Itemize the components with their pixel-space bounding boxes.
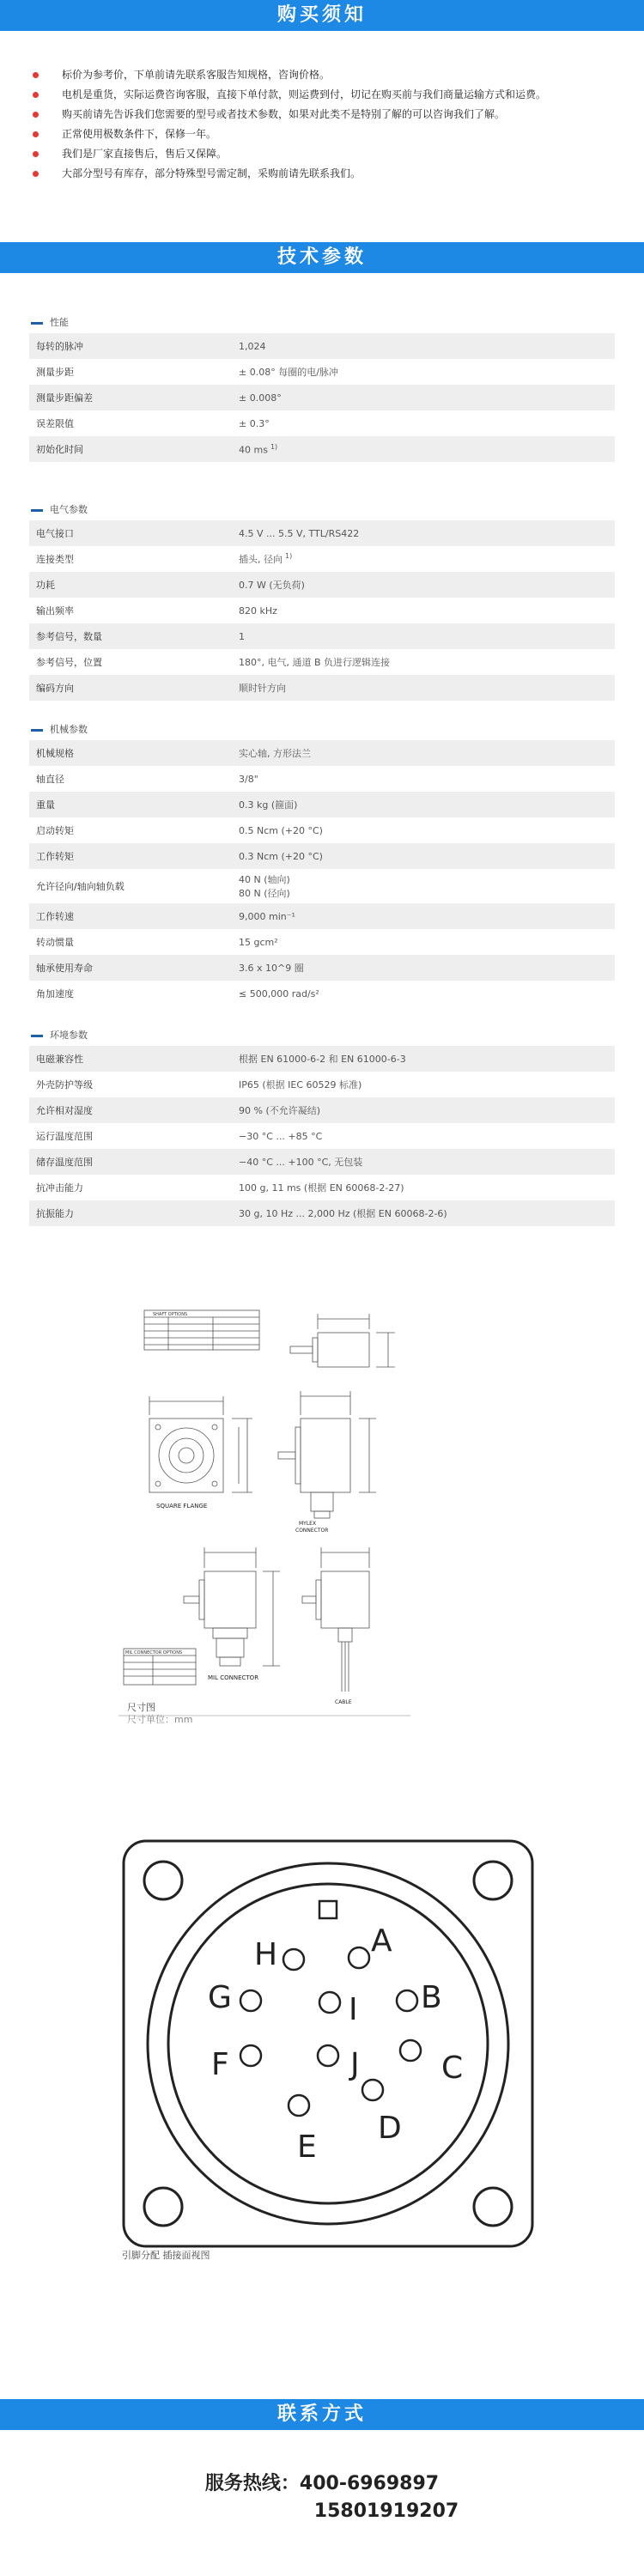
- spec-value-text: 30 g, 10 Hz ... 2,000 Hz (根据 EN 60068-2-6): [239, 1208, 447, 1219]
- spec-value: [239, 341, 615, 352]
- spec-value: [239, 937, 615, 948]
- pin-label-i: I: [349, 1992, 358, 2027]
- spec-key: 每转的脉冲: [36, 341, 83, 352]
- notice-item: [33, 65, 634, 85]
- section-marker-icon: [31, 322, 43, 325]
- spec-value: [239, 1131, 615, 1142]
- pin-label-h: H: [254, 1937, 278, 1972]
- spec-value-text: 3/8": [239, 773, 258, 785]
- bullet-dot-icon: [33, 131, 39, 137]
- spec-value-text: 0.7 W (无负荷): [239, 580, 305, 591]
- spec-value-text: 3.6 x 10^9 圈: [239, 963, 304, 974]
- spec-row: [29, 981, 615, 1006]
- spec-row: [29, 649, 615, 675]
- spec-row: [29, 1046, 615, 1072]
- bullet-dot-icon: [33, 151, 39, 157]
- bullet-dot-icon: [33, 171, 39, 177]
- pinout-diagram: [120, 1838, 536, 2250]
- spec-key: 电气接口: [36, 528, 74, 539]
- spec-row: [29, 520, 615, 546]
- pin-g: [240, 1990, 261, 2011]
- spec-section-environment: [29, 1025, 615, 1226]
- spec-value: [239, 798, 615, 811]
- spec-key: 参考信号，位置: [36, 657, 102, 668]
- footnote-mark: 1): [270, 442, 278, 451]
- spec-row: [29, 359, 615, 385]
- spec-row: [29, 1175, 615, 1200]
- spec-value: [239, 1103, 615, 1117]
- pin-f: [240, 2045, 261, 2066]
- spec-value: [239, 681, 615, 695]
- tech-specs-banner: 技术参数: [0, 242, 644, 273]
- spec-value-text-2: 80 N (径向): [239, 888, 290, 899]
- spec-value: [239, 1052, 615, 1066]
- spec-value: [239, 1181, 615, 1194]
- section-marker-icon: [31, 729, 43, 732]
- spec-row: [29, 843, 615, 869]
- notice-text: 购买前请先告诉我们您需要的型号或者技术参数，如果对此类不是特别了解的可以咨询我们了解。: [62, 108, 506, 120]
- pin-label-g: G: [208, 1980, 232, 2015]
- spec-value-text: 0.5 Ncm (+20 °C): [239, 824, 323, 836]
- shaft-options-table-title: SHAFT OPTIONS: [153, 1312, 188, 1317]
- service-hotline: 服务热线：400-6969897: [204, 2473, 440, 2494]
- pin-e: [289, 2095, 309, 2116]
- spec-key: 重量: [36, 799, 55, 811]
- spec-section-title: [29, 1025, 615, 1046]
- spec-key: 启动转矩: [36, 825, 74, 836]
- bullet-dot-icon: [33, 92, 39, 98]
- spec-value: [239, 631, 615, 642]
- pinout-svg: [120, 1838, 536, 2250]
- spec-value-text: 820 kHz: [239, 605, 277, 617]
- pin-label-a: A: [371, 1923, 392, 1959]
- pin-label-j: J: [350, 2047, 360, 2082]
- spec-row: [29, 903, 615, 929]
- spec-value-text: −40 °C ... +100 °C, 无包装: [239, 1157, 363, 1168]
- spec-value-text: −30 °C ... +85 °C: [239, 1130, 323, 1142]
- spec-value: [239, 605, 615, 617]
- spec-value: [239, 746, 615, 760]
- spec-value-text: 15 gcm²: [239, 936, 278, 948]
- spec-value: [239, 851, 615, 862]
- section-marker-icon: [31, 1035, 43, 1037]
- spec-section-title: [29, 500, 615, 520]
- notice-text: 电机是重货，实际运费咨询客服，直接下单付款，则运费到付，切记在购买前与我们商量运输方式和运费。: [62, 88, 547, 100]
- notice-item: [33, 144, 634, 164]
- spec-row: [29, 436, 615, 462]
- spec-row: [29, 792, 615, 817]
- spec-key: 运行温度范围: [36, 1131, 93, 1142]
- drawing-caption: 尺寸图: [127, 1702, 155, 1713]
- spec-key: 外壳防护等级: [36, 1079, 93, 1091]
- spec-row: [29, 1123, 615, 1149]
- spec-row: [29, 1072, 615, 1097]
- spec-key: 抗冲击能力: [36, 1182, 83, 1194]
- spec-key: 测量步距偏差: [36, 392, 93, 404]
- notice-text: 我们是厂家直接售后，售后又保障。: [62, 148, 228, 160]
- spec-row: [29, 623, 615, 649]
- pin-j: [318, 2045, 338, 2066]
- pin-b: [397, 1990, 417, 2011]
- spec-value-text: 40 N (轴向): [239, 874, 290, 885]
- spec-value-text: 180°, 电气, 通道 B 负进行逻辑连接: [239, 657, 391, 668]
- spec-value: [239, 774, 615, 785]
- spec-key: 允许径向/轴向轴负载: [36, 881, 125, 892]
- spec-value: [239, 1078, 615, 1091]
- pin-label-f: F: [211, 2047, 229, 2082]
- label-cable: CABLE: [335, 1699, 352, 1705]
- label-mil-connector: MIL CONNECTOR: [208, 1674, 259, 1681]
- pin-i: [319, 1992, 340, 2013]
- spec-key: 转动惯量: [36, 937, 74, 948]
- notice-item: [33, 85, 634, 105]
- section-title-text: 环境参数: [50, 1030, 88, 1041]
- section-marker-icon: [31, 509, 43, 512]
- spec-row: [29, 817, 615, 843]
- spec-key: 误差限值: [36, 418, 74, 429]
- dimension-drawing: [118, 1288, 531, 1728]
- spec-value: [239, 443, 615, 456]
- spec-value-text: 40 ms: [239, 444, 268, 456]
- contact-phone: 15801919207: [313, 2500, 459, 2522]
- spec-key: 轴承使用寿命: [36, 963, 93, 974]
- spec-value-text: ≤ 500,000 rad/s²: [239, 987, 319, 999]
- spec-section-performance: [29, 313, 615, 462]
- spec-section-electrical: [29, 500, 615, 701]
- spec-row: [29, 955, 615, 981]
- spec-key: 连接类型: [36, 554, 74, 565]
- spec-row: [29, 333, 615, 359]
- spec-row: [29, 766, 615, 792]
- spec-key: 编码方向: [36, 683, 74, 694]
- pin-label-d: D: [378, 2111, 402, 2146]
- spec-key: 抗振能力: [36, 1208, 74, 1219]
- spec-row: [29, 546, 615, 572]
- mil-options-table-title: MIL CONNECTOR OPTIONS: [125, 1650, 183, 1656]
- notice-item: [33, 125, 634, 144]
- notice-item: [33, 105, 634, 125]
- spec-value: [239, 578, 615, 592]
- bullet-dot-icon: [33, 72, 39, 78]
- spec-value: [239, 552, 615, 566]
- pin-label-c: C: [441, 2050, 464, 2086]
- spec-value: [239, 961, 615, 975]
- spec-key: 参考信号，数量: [36, 631, 102, 642]
- spec-key: 输出频率: [36, 605, 74, 617]
- spec-row: [29, 1200, 615, 1226]
- spec-key: 轴直径: [36, 774, 64, 785]
- label-mylex: MYLEX: [299, 1521, 317, 1527]
- spec-row: [29, 1149, 615, 1175]
- spec-value-text: 1,024: [239, 340, 266, 352]
- bullet-dot-icon: [33, 112, 39, 118]
- spec-key: 机械规格: [36, 748, 74, 759]
- spec-row: [29, 929, 615, 955]
- spec-value-text: 插头, 径向: [239, 554, 283, 565]
- pin-d: [362, 2080, 383, 2100]
- notice-text: 大部分型号有库存，部分特殊型号需定制，采购前请先联系我们。: [62, 167, 361, 179]
- spec-value: [239, 365, 615, 379]
- spec-value-text: 0.3 kg (箍面): [239, 799, 298, 811]
- spec-value-text: ± 0.08° 每圈的电/脉冲: [239, 367, 338, 378]
- spec-value: [239, 655, 615, 669]
- notice-item: [33, 164, 634, 184]
- spec-value-text: 根据 EN 61000-6-2 和 EN 61000-6-3: [239, 1054, 406, 1065]
- spec-value-text: 实心轴, 方形法兰: [239, 748, 311, 759]
- spec-value: [239, 911, 615, 922]
- spec-value: [239, 988, 615, 999]
- spec-value-text: IP65 (根据 IEC 60529 标准): [239, 1079, 362, 1091]
- pin-h: [283, 1949, 304, 1970]
- spec-key: 储存温度范围: [36, 1157, 93, 1168]
- purchase-notice-banner: 购买须知: [0, 0, 644, 31]
- spec-key: 功耗: [36, 580, 55, 591]
- pin-label-b: B: [421, 1980, 442, 2015]
- spec-row: [29, 410, 615, 436]
- purchase-notice-list: [33, 65, 634, 184]
- spec-key: 电磁兼容性: [36, 1054, 83, 1065]
- spec-section-title: [29, 720, 615, 740]
- spec-value-text: 0.3 Ncm (+20 °C): [239, 850, 323, 862]
- pin-a: [349, 1947, 369, 1968]
- spec-value-text: 顺时针方向: [239, 683, 286, 694]
- section-title-text: 机械参数: [50, 724, 88, 735]
- spec-key: 工作转矩: [36, 851, 74, 862]
- spec-row: [29, 572, 615, 598]
- section-title-text: 性能: [50, 317, 69, 328]
- dimension-drawing-svg: [118, 1288, 531, 1728]
- spec-key: 工作转速: [36, 911, 74, 922]
- spec-row: [29, 740, 615, 766]
- spec-key: 测量步距: [36, 367, 74, 378]
- spec-row: [29, 675, 615, 701]
- footnote-mark: 1): [285, 552, 293, 561]
- spec-key: 初始化时间: [36, 444, 83, 455]
- spec-value: [239, 1206, 615, 1220]
- notice-text: 标价为参考价，下单前请先联系客服告知规格，咨询价格。: [62, 69, 331, 81]
- spec-row: [29, 598, 615, 623]
- spec-value-text: 90 % (不允许凝结): [239, 1105, 321, 1116]
- spec-value-text: ± 0.3°: [239, 417, 270, 429]
- label-square-flange: SQUARE FLANGE: [156, 1503, 208, 1510]
- spec-row: [29, 385, 615, 410]
- spec-value: [239, 418, 615, 429]
- pin-c: [400, 2040, 421, 2061]
- drawing-unit-caption: 尺寸单位：mm: [127, 1714, 193, 1725]
- contact-banner: 联系方式: [0, 2399, 644, 2430]
- pinout-caption: 引脚分配 插接面视图: [122, 2250, 210, 2261]
- spec-section-mechanical: [29, 720, 615, 1006]
- spec-value: [239, 392, 615, 404]
- notice-text: 正常使用极数条件下，保修一年。: [62, 128, 217, 140]
- spec-value-text: 4.5 V ... 5.5 V, TTL/RS422: [239, 527, 360, 539]
- spec-row: [29, 869, 615, 903]
- spec-value: [239, 1155, 615, 1169]
- spec-section-title: [29, 313, 615, 333]
- label-connector: CONNECTOR: [295, 1528, 329, 1534]
- spec-key: 角加速度: [36, 988, 74, 999]
- spec-value-text: 9,000 min⁻¹: [239, 910, 295, 922]
- spec-value: [239, 825, 615, 836]
- spec-value: [239, 528, 615, 539]
- spec-key: 允许相对湿度: [36, 1105, 93, 1116]
- spec-value-text: ± 0.008°: [239, 392, 282, 404]
- spec-value: [239, 872, 615, 900]
- section-title-text: 电气参数: [50, 504, 88, 515]
- spec-value-text: 100 g, 11 ms (根据 EN 60068-2-27): [239, 1182, 404, 1194]
- spec-row: [29, 1097, 615, 1123]
- spec-value-text: 1: [239, 630, 245, 642]
- pin-label-e: E: [297, 2129, 317, 2165]
